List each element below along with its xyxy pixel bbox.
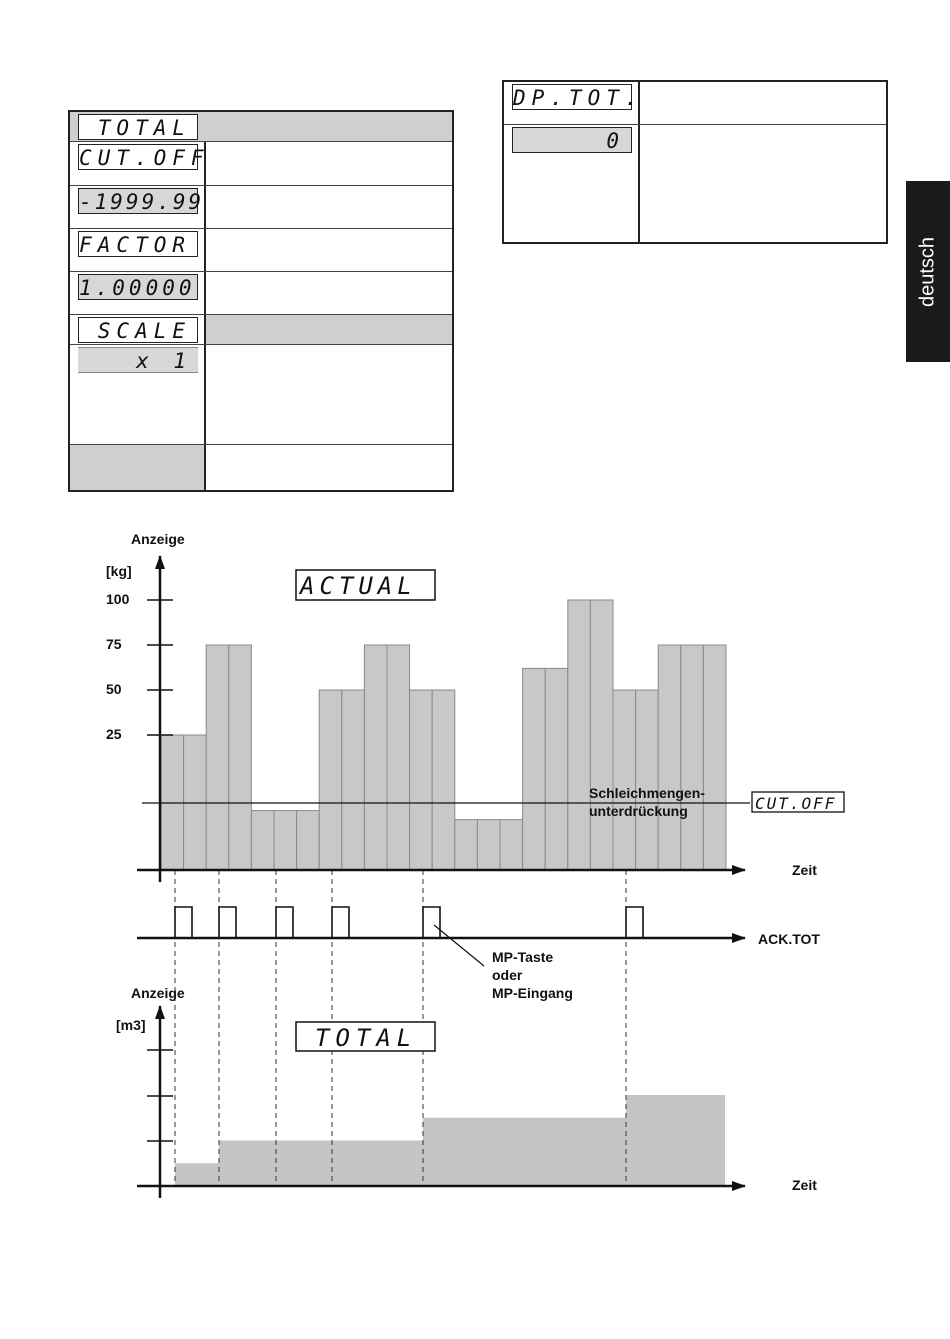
pulse-note-3: MP-Eingang [492, 985, 573, 1001]
top-bars [161, 600, 726, 870]
bar [703, 645, 726, 870]
bar [251, 811, 274, 870]
bar [342, 690, 365, 870]
cutoff-display: CUT.OFF [755, 794, 837, 813]
total-step [423, 1118, 626, 1186]
lcd-display: -1999.99 [79, 190, 205, 214]
bar [297, 811, 320, 870]
pulse [175, 907, 192, 938]
total-step [175, 1163, 219, 1186]
bottom-ylabel: Anzeige [131, 985, 185, 1001]
ytick-label: 25 [106, 726, 122, 742]
pulse-note-2: oder [492, 967, 523, 983]
bar [387, 645, 410, 870]
bar [455, 820, 478, 870]
pulse-label: ACK.TOT [758, 931, 820, 947]
lcd-display: DP.TOT. [513, 86, 644, 110]
bar [636, 690, 659, 870]
bar [432, 690, 455, 870]
lcd-display: 1.00000 [78, 274, 198, 300]
total-display: TOTAL [315, 1024, 418, 1052]
cutoff-label-2: unterdrückung [589, 803, 688, 819]
bar [545, 668, 568, 870]
pulse [219, 907, 236, 938]
total-step [332, 1141, 423, 1187]
ytick-label: 50 [106, 681, 122, 697]
bar [477, 820, 500, 870]
bar [274, 811, 297, 870]
bar [681, 645, 704, 870]
pulse-train [175, 907, 643, 938]
pulse [626, 907, 643, 938]
top-xlabel: Zeit [792, 862, 817, 878]
bar [206, 645, 229, 870]
ytick-label: 100 [106, 591, 130, 607]
bottom-xlabel: Zeit [792, 1177, 817, 1193]
ytick-label: 75 [106, 636, 122, 652]
lcd-display: FACTOR [78, 231, 198, 257]
top-unit: [kg] [106, 563, 132, 579]
bar [658, 645, 681, 870]
pulse [276, 907, 293, 938]
bar [590, 600, 613, 870]
bar [500, 820, 523, 870]
pulse [423, 907, 440, 938]
bar [229, 645, 252, 870]
pulse-note-1: MP-Taste [492, 949, 554, 965]
note-pointer [434, 925, 484, 966]
cutoff-label-1: Schleichmengen- [589, 785, 705, 801]
bar [613, 690, 636, 870]
bar [410, 690, 433, 870]
total-step [626, 1095, 725, 1186]
top-ylabel: Anzeige [131, 531, 185, 547]
pulse [332, 907, 349, 938]
lcd-display: CUT.OFF [79, 146, 210, 170]
bottom-unit: [m3] [116, 1017, 146, 1033]
lcd-display: 0 [512, 127, 632, 153]
language-tab-label: deutsch [916, 236, 939, 307]
lcd-display: SCALE [78, 317, 198, 343]
bar [523, 668, 546, 870]
actual-display: ACTUAL [300, 572, 417, 600]
bar [364, 645, 387, 870]
lcd-display: TOTAL [78, 114, 198, 140]
bar [319, 690, 342, 870]
lcd-display: x 1 [78, 347, 198, 373]
bar [568, 600, 591, 870]
bottom-steps [175, 1095, 725, 1186]
